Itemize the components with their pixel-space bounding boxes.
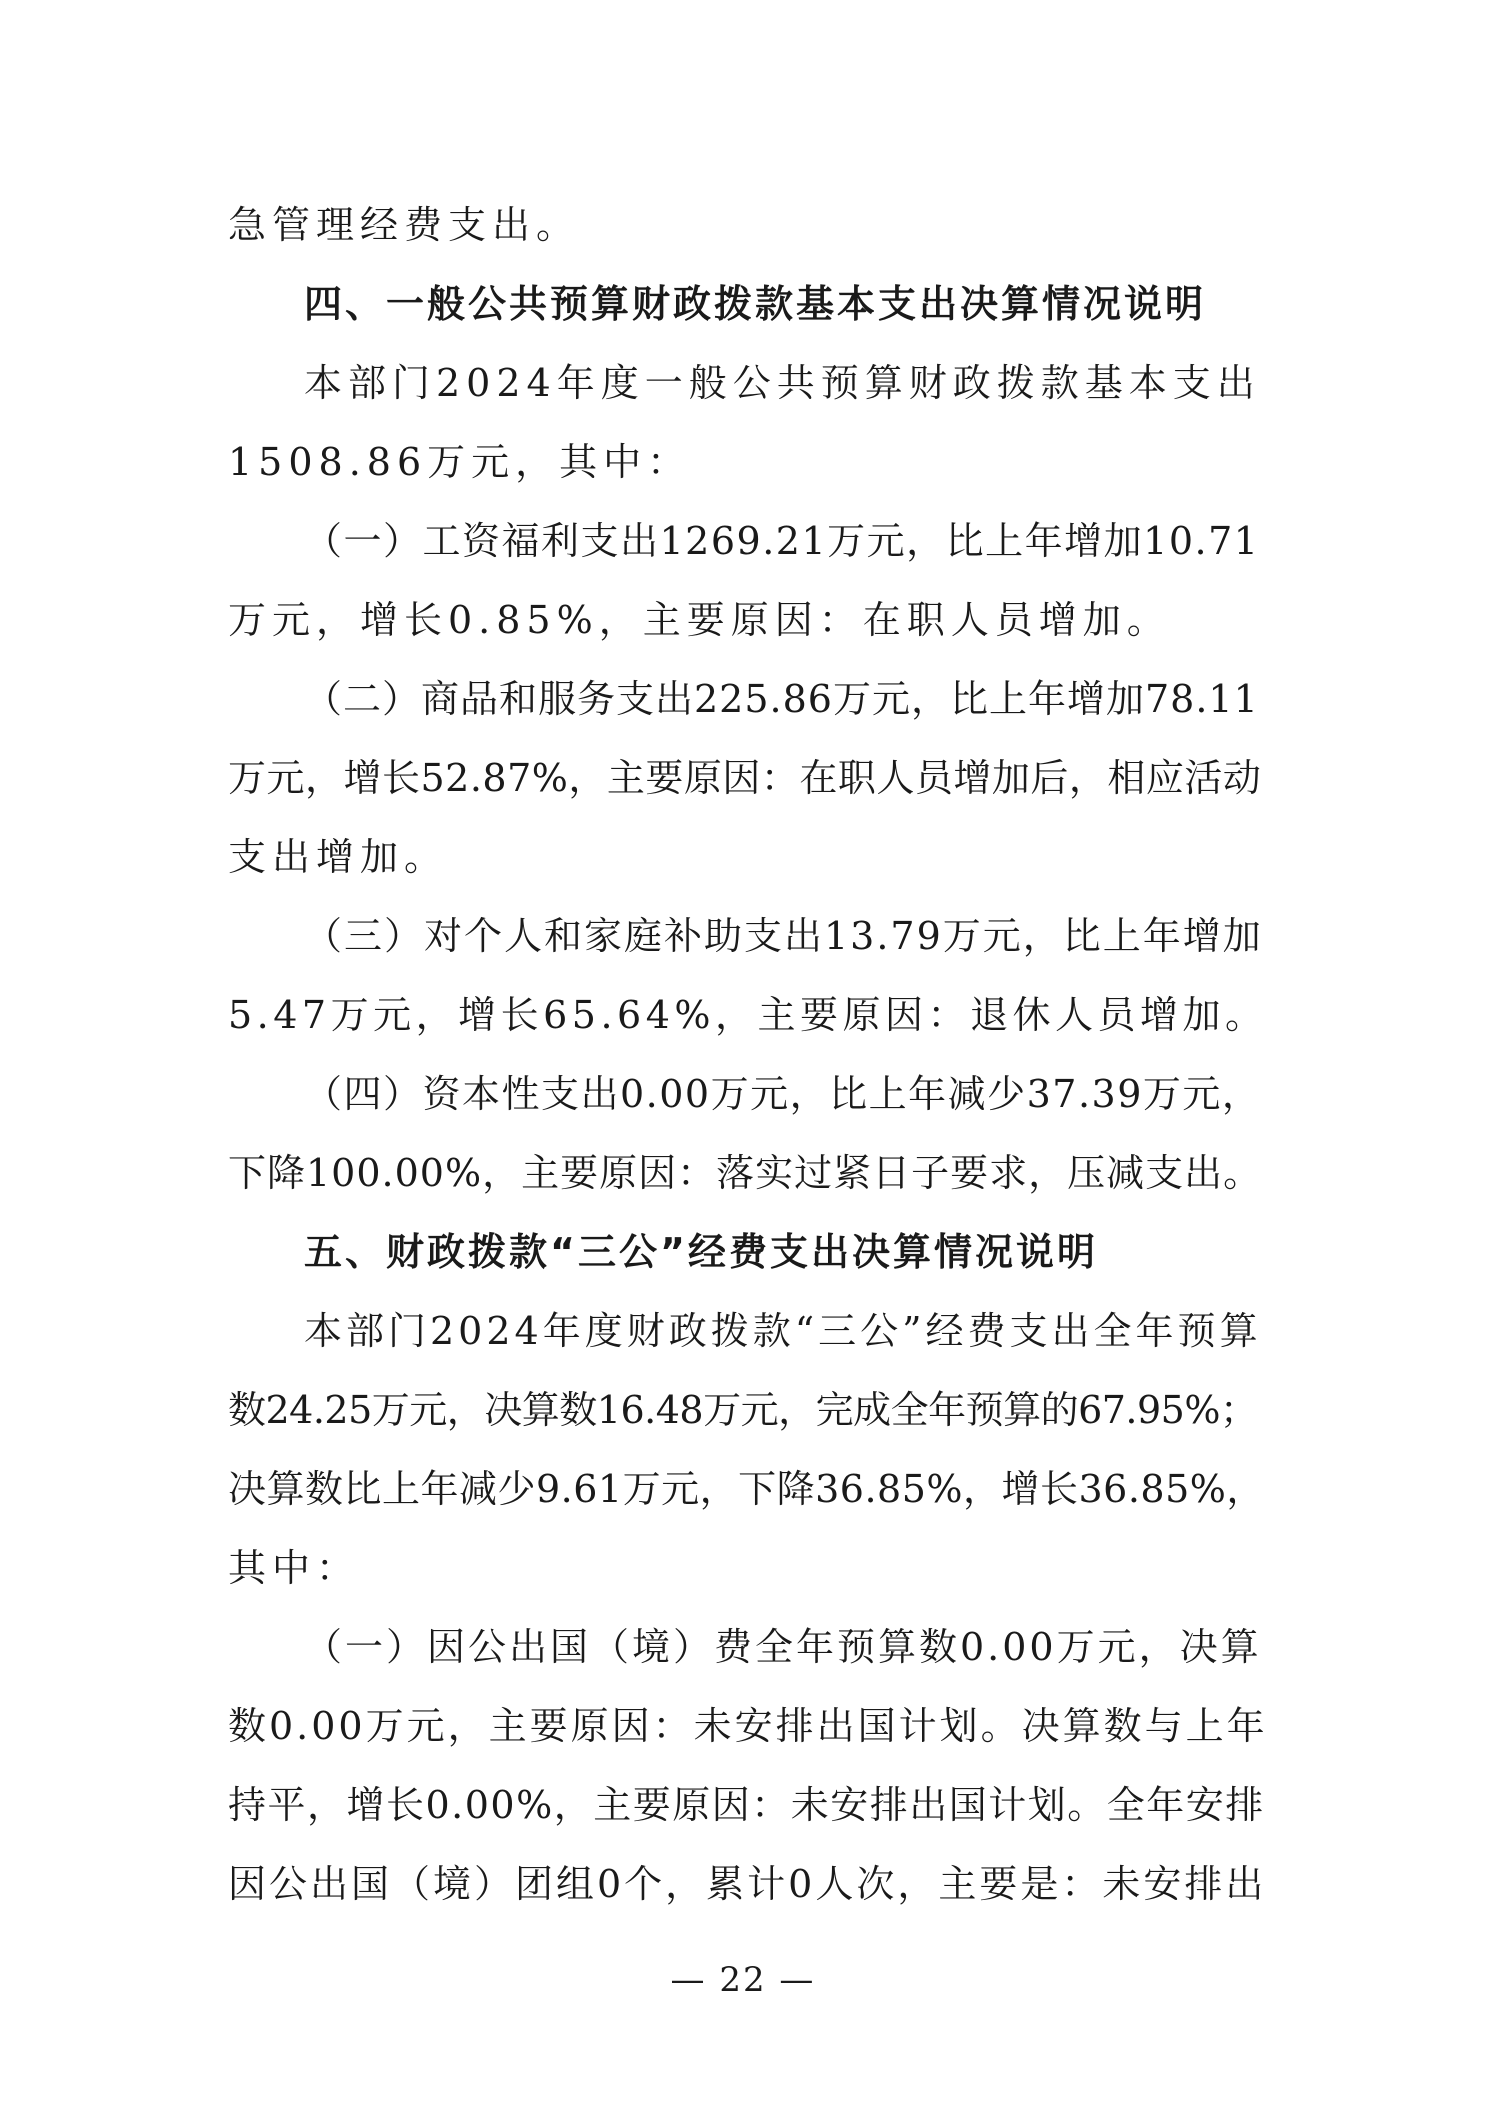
paragraph-line: 1508.86万元，其中： bbox=[228, 440, 692, 484]
paragraph-line: 持平，增长0.00%，主要原因：未安排出国计划。全年安排 bbox=[228, 1783, 1265, 1827]
paragraph-line: 本部门2024年度一般公共预算财政拨款基本支出 bbox=[304, 361, 1261, 405]
paragraph-line: （一）工资福利支出1269.21万元，比上年增加10.71 bbox=[304, 519, 1260, 563]
paragraph-line: 决算数比上年减少9.61万元，下降36.85%，增长36.85%， bbox=[228, 1467, 1265, 1511]
section-heading-5: 五、财政拨款“三公”经费支出决算情况说明 bbox=[304, 1230, 1098, 1274]
section-heading-4: 四、一般公共预算财政拨款基本支出决算情况说明 bbox=[304, 282, 1207, 326]
paragraph-line: 5.47万元，增长65.64%，主要原因：退休人员增加。 bbox=[228, 993, 1268, 1037]
paragraph-line: （一）因公出国（境）费全年预算数0.00万元，决算 bbox=[304, 1625, 1262, 1669]
page-number: — 22 — bbox=[670, 1960, 816, 2000]
paragraph-line: （四）资本性支出0.00万元，比上年减少37.39万元， bbox=[304, 1072, 1262, 1116]
paragraph-line: 急管理经费支出。 bbox=[228, 203, 581, 247]
paragraph-line: （二）商品和服务支出225.86万元，比上年增加78.11 bbox=[304, 677, 1259, 721]
paragraph-line: 万元，增长52.87%，主要原因：在职人员增加后，相应活动 bbox=[228, 756, 1262, 800]
paragraph-line: 支出增加。 bbox=[228, 835, 449, 879]
paragraph-line: 本部门2024年度财政拨款“三公”经费支出全年预算 bbox=[304, 1309, 1262, 1353]
paragraph-line: 下降100.00%，主要原因：落实过紧日子要求，压减支出。 bbox=[228, 1151, 1263, 1195]
paragraph-line: 数0.00万元，主要原因：未安排出国计划。决算数与上年 bbox=[228, 1704, 1268, 1748]
document-body bbox=[228, 186, 1268, 1924]
paragraph-line: （三）对个人和家庭补助支出13.79万元，比上年增加 bbox=[304, 914, 1263, 958]
paragraph-line: 因公出国（境）团组0个，累计0人次，主要是：未安排出 bbox=[228, 1862, 1267, 1906]
paragraph-line: 数24.25万元，决算数16.48万元，完成全年预算的67.95%； bbox=[228, 1388, 1258, 1432]
paragraph-line: 其中： bbox=[228, 1546, 361, 1590]
paragraph-line: 万元，增长0.85%，主要原因：在职人员增加。 bbox=[228, 598, 1171, 642]
